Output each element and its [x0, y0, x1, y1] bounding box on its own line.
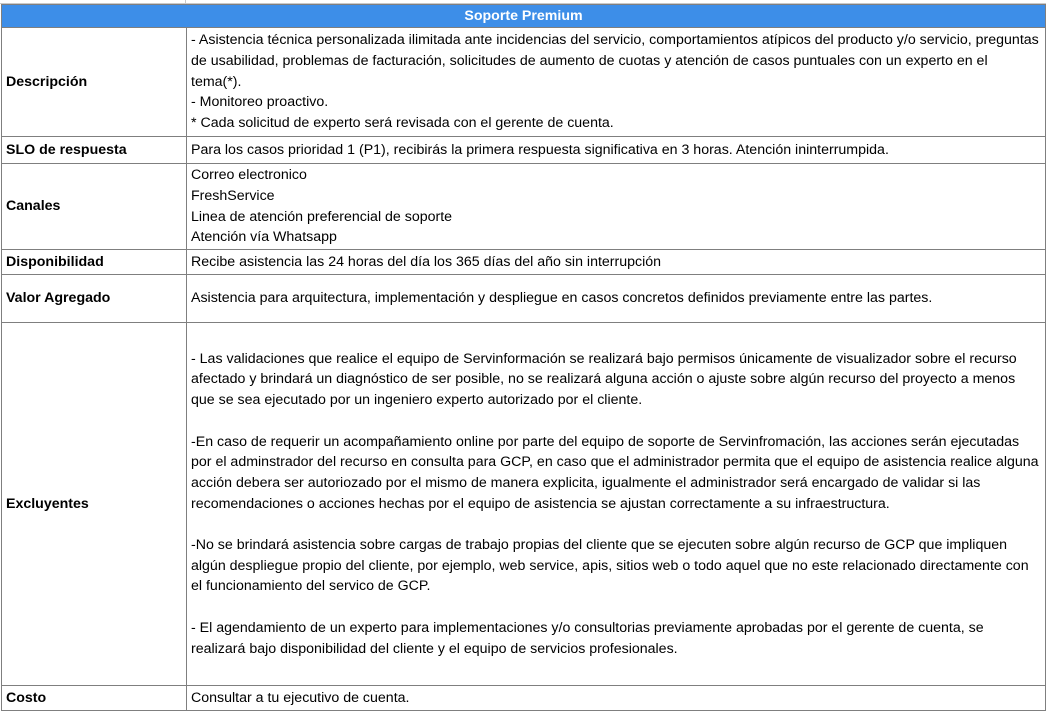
row-descripcion [2, 28, 1046, 137]
row-valor-agregado [2, 275, 1046, 323]
label-cell-slo[interactable]: SLO de respuesta [2, 137, 187, 164]
plan-title-cell[interactable]: Soporte Premium [2, 5, 1046, 28]
value-cell-descripcion[interactable] [187, 28, 1046, 137]
row-excluyentes [2, 323, 1046, 686]
canal-item: Correo electronico [191, 167, 307, 184]
excluyentes-paragraph: -En caso de requerir un acompañamiento online por parte del equipo de soporte de Servinfromación, las acciones serán ejecutadas por el adminstrador del recurso en consulta para GCP, en caso que el administrador permita que el equipo de asistencia realice alguna acción debera ser autoriozado por el mismo de manera explicita, igualmente el administrador será encargado de validar si las recomendaciones o acciones hechas por el equipo de asistencia se ajustan correctamente a su infraestructura. [191, 433, 1039, 512]
header-row [2, 5, 1046, 28]
label-cell-canales[interactable]: Canales [2, 164, 187, 250]
descripcion-line: * Cada solicitud de experto será revisada con el gerente de cuenta. [191, 115, 614, 132]
top-row-strip [0, 0, 1046, 4]
canal-item: Linea de atención preferencial de soporte [191, 208, 453, 225]
value-cell-valor-agregado[interactable]: Asistencia para arquitectura, implementación y despliegue en casos concretos definidos previamente entre las partes. [187, 275, 1046, 323]
row-canales [2, 164, 1046, 250]
value-cell-excluyentes[interactable] [187, 323, 1046, 686]
descripcion-line: - Asistencia técnica personalizada ilimitada ante incidencias del servicio, comportamientos atípicos del producto y/o servicio, preguntas de usabilidad, problemas de facturación, solicitudes de aumento de cuotas y atención de casos puntuales con un experto en el tema(*). [191, 32, 1039, 90]
label-cell-disponibilidad[interactable]: Disponibilidad [2, 250, 187, 275]
value-cell-canales[interactable] [187, 164, 1046, 250]
excluyentes-paragraph: -No se brindará asistencia sobre cargas de trabajo propias del cliente que se ejecuten sobre algún recurso de GCP que impliquen algún despliegue propio del cliente, por ejemplo, web service, apis, sitios web o todo aquel que no este relacionado directamente con el funcionamiento del servico de GCP. [191, 537, 1029, 595]
value-cell-costo[interactable]: Consultar a tu ejecutivo de cuenta. [187, 686, 1046, 711]
support-plan-table [1, 4, 1046, 711]
label-cell-descripcion[interactable]: Descripción [2, 28, 187, 137]
excluyentes-paragraph: - El agendamiento de un experto para implementaciones y/o consultorias previamente aprobadas por el gerente de cuenta, se realizará bajo disponibilidad del cliente y el equipo de servicios profesionales. [191, 619, 984, 657]
descripcion-line: - Monitoreo proactivo. [191, 94, 329, 111]
row-slo [2, 137, 1046, 164]
column-divider [185, 0, 186, 3]
label-cell-costo[interactable]: Costo [2, 686, 187, 711]
value-cell-slo[interactable]: Para los casos prioridad 1 (P1), recibirás la primera respuesta significativa en 3 horas. Atención ininterrumpida. [187, 137, 1046, 164]
label-cell-excluyentes[interactable]: Excluyentes [2, 323, 187, 686]
row-costo [2, 686, 1046, 711]
excluyentes-paragraph: - Las validaciones que realice el equipo de Servinformación se realizará bajo permisos únicamente de visualizador sobre el recurso afectado y brindará un diagnóstico de ser posible, no se realizará alguna acción o ajuste sobre algún recurso del proyecto a menos que se sea ejecutado por un ingeniero experto autorizado por el cliente. [191, 350, 1017, 409]
canal-item: Atención vía Whatsapp [191, 229, 337, 246]
value-cell-disponibilidad[interactable]: Recibe asistencia las 24 horas del día los 365 días del año sin interrupción [187, 250, 1046, 275]
canal-item: FreshService [191, 187, 275, 204]
label-cell-valor-agregado[interactable]: Valor Agregado [2, 275, 187, 323]
row-disponibilidad [2, 250, 1046, 275]
